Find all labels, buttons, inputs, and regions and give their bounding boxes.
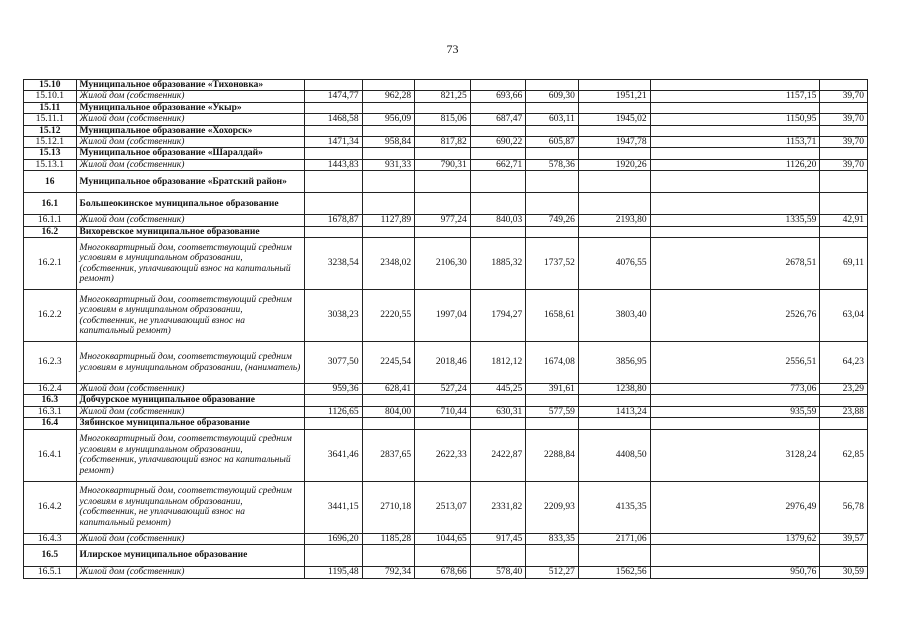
empty-cell — [470, 226, 526, 237]
group-code: 16.1 — [24, 193, 77, 215]
table-row — [24, 215, 868, 226]
empty-cell — [578, 226, 650, 237]
value-cell: 1150,95 — [650, 114, 820, 125]
empty-cell — [650, 395, 820, 406]
value-cell: 2193,80 — [578, 215, 650, 226]
value-cell: 39,70 — [820, 159, 868, 170]
empty-cell — [650, 125, 820, 136]
value-cell: 39,70 — [820, 114, 868, 125]
value-cell: 39,57 — [820, 533, 868, 544]
group-row — [24, 226, 868, 237]
value-cell: 977,24 — [415, 215, 471, 226]
value-cell: 4135,35 — [578, 481, 650, 533]
row-code: 16.2.3 — [24, 342, 77, 384]
table-row — [24, 384, 868, 395]
empty-cell — [304, 226, 362, 237]
empty-cell — [362, 418, 415, 429]
value-cell: 63,04 — [820, 290, 868, 342]
value-cell: 23,88 — [820, 406, 868, 417]
value-cell: 1947,78 — [578, 137, 650, 148]
value-cell: 2018,46 — [415, 342, 471, 384]
table-row — [24, 342, 868, 384]
group-row — [24, 171, 868, 193]
value-cell: 3856,95 — [578, 342, 650, 384]
value-cell: 1674,08 — [526, 342, 579, 384]
value-cell: 2171,06 — [578, 533, 650, 544]
table-row — [24, 567, 868, 578]
value-cell: 1238,80 — [578, 384, 650, 395]
group-name: Вихоревское муниципальное образование — [76, 226, 304, 237]
value-cell: 2678,51 — [650, 238, 820, 290]
value-cell: 950,76 — [650, 567, 820, 578]
empty-cell — [304, 80, 362, 91]
table-row — [24, 91, 868, 102]
row-code: 16.5.1 — [24, 567, 77, 578]
value-cell: 956,09 — [362, 114, 415, 125]
empty-cell — [526, 545, 579, 567]
empty-cell — [578, 102, 650, 113]
value-cell: 3803,40 — [578, 290, 650, 342]
value-cell: 609,30 — [526, 91, 579, 102]
value-cell: 1658,61 — [526, 290, 579, 342]
value-cell: 42,91 — [820, 215, 868, 226]
empty-cell — [820, 545, 868, 567]
value-cell: 391,61 — [526, 384, 579, 395]
empty-cell — [820, 418, 868, 429]
value-cell: 578,36 — [526, 159, 579, 170]
value-cell: 577,59 — [526, 406, 579, 417]
value-cell: 1997,04 — [415, 290, 471, 342]
empty-cell — [526, 148, 579, 159]
value-cell: 605,87 — [526, 137, 579, 148]
value-cell: 2526,76 — [650, 290, 820, 342]
value-cell: 445,25 — [470, 384, 526, 395]
empty-cell — [415, 171, 471, 193]
empty-cell — [304, 171, 362, 193]
value-cell: 790,31 — [415, 159, 471, 170]
value-cell: 30,59 — [820, 567, 868, 578]
empty-cell — [526, 226, 579, 237]
value-cell: 833,35 — [526, 533, 579, 544]
group-row — [24, 418, 868, 429]
empty-cell — [578, 193, 650, 215]
row-code: 16.3.1 — [24, 406, 77, 417]
group-code: 16.2 — [24, 226, 77, 237]
row-description: Многоквартирный дом, соответствующий средним условиям в муниципальном образовании, (наниматель) — [76, 342, 304, 384]
group-name: Муниципальное образование «Хохорск» — [76, 125, 304, 136]
value-cell: 2710,18 — [362, 481, 415, 533]
empty-cell — [470, 171, 526, 193]
empty-cell — [820, 395, 868, 406]
value-cell: 3038,23 — [304, 290, 362, 342]
value-cell: 2513,07 — [415, 481, 471, 533]
group-code: 16 — [24, 171, 77, 193]
value-cell: 2622,33 — [415, 429, 471, 481]
row-description: Жилой дом (собственник) — [76, 567, 304, 578]
value-cell: 69,11 — [820, 238, 868, 290]
value-cell: 630,31 — [470, 406, 526, 417]
page-number: 73 — [446, 42, 459, 56]
empty-cell — [470, 418, 526, 429]
row-description: Жилой дом (собственник) — [76, 215, 304, 226]
empty-cell — [362, 125, 415, 136]
group-row — [24, 148, 868, 159]
row-code: 15.10.1 — [24, 91, 77, 102]
table-row — [24, 481, 868, 533]
group-row — [24, 102, 868, 113]
row-code: 15.11.1 — [24, 114, 77, 125]
empty-cell — [415, 125, 471, 136]
row-code: 16.2.4 — [24, 384, 77, 395]
value-cell: 23,29 — [820, 384, 868, 395]
empty-cell — [578, 80, 650, 91]
empty-cell — [362, 80, 415, 91]
value-cell: 1474,77 — [304, 91, 362, 102]
empty-cell — [304, 148, 362, 159]
empty-cell — [650, 148, 820, 159]
value-cell: 2209,93 — [526, 481, 579, 533]
value-cell: 749,26 — [526, 215, 579, 226]
table-row — [24, 533, 868, 544]
value-cell: 2220,55 — [362, 290, 415, 342]
row-description: Жилой дом (собственник) — [76, 384, 304, 395]
empty-cell — [650, 226, 820, 237]
empty-cell — [820, 148, 868, 159]
group-code: 16.5 — [24, 545, 77, 567]
empty-cell — [470, 395, 526, 406]
empty-cell — [526, 418, 579, 429]
value-cell: 1885,32 — [470, 238, 526, 290]
empty-cell — [578, 418, 650, 429]
table-row — [24, 114, 868, 125]
value-cell: 62,85 — [820, 429, 868, 481]
value-cell: 3441,15 — [304, 481, 362, 533]
row-code: 16.4.2 — [24, 481, 77, 533]
empty-cell — [820, 193, 868, 215]
table-row — [24, 159, 868, 170]
value-cell: 792,34 — [362, 567, 415, 578]
empty-cell — [526, 171, 579, 193]
empty-cell — [578, 545, 650, 567]
value-cell: 840,03 — [470, 215, 526, 226]
value-cell: 39,70 — [820, 137, 868, 148]
group-name: Муниципальное образование «Шаралдай» — [76, 148, 304, 159]
value-cell: 821,25 — [415, 91, 471, 102]
value-cell: 962,28 — [362, 91, 415, 102]
row-description: Многоквартирный дом, соответствующий средним условиям в муниципальном образовании, (собственник, уплачивающий взнос на капитальный ремонт) — [76, 429, 304, 481]
value-cell: 1195,48 — [304, 567, 362, 578]
empty-cell — [820, 226, 868, 237]
value-cell: 1153,71 — [650, 137, 820, 148]
value-cell: 3238,54 — [304, 238, 362, 290]
empty-cell — [578, 171, 650, 193]
value-cell: 1562,56 — [578, 567, 650, 578]
value-cell: 628,41 — [362, 384, 415, 395]
empty-cell — [304, 193, 362, 215]
group-code: 16.4 — [24, 418, 77, 429]
group-name: Муниципальное образование «Тихоновка» — [76, 80, 304, 91]
row-code: 16.2.2 — [24, 290, 77, 342]
row-description: Жилой дом (собственник) — [76, 91, 304, 102]
value-cell: 1468,58 — [304, 114, 362, 125]
empty-cell — [304, 102, 362, 113]
value-cell: 1737,52 — [526, 238, 579, 290]
value-cell: 2245,54 — [362, 342, 415, 384]
value-cell: 773,06 — [650, 384, 820, 395]
group-row — [24, 193, 868, 215]
value-cell: 935,59 — [650, 406, 820, 417]
value-cell: 2348,02 — [362, 238, 415, 290]
empty-cell — [415, 193, 471, 215]
empty-cell — [304, 125, 362, 136]
group-row — [24, 125, 868, 136]
empty-cell — [362, 545, 415, 567]
empty-cell — [526, 193, 579, 215]
empty-cell — [304, 395, 362, 406]
empty-cell — [415, 226, 471, 237]
value-cell: 687,47 — [470, 114, 526, 125]
group-code: 16.3 — [24, 395, 77, 406]
value-cell: 959,36 — [304, 384, 362, 395]
empty-cell — [415, 80, 471, 91]
empty-cell — [650, 193, 820, 215]
value-cell: 1951,21 — [578, 91, 650, 102]
row-code: 15.13.1 — [24, 159, 77, 170]
value-cell: 2422,87 — [470, 429, 526, 481]
value-cell: 4076,55 — [578, 238, 650, 290]
group-row — [24, 545, 868, 567]
empty-cell — [526, 125, 579, 136]
empty-cell — [578, 148, 650, 159]
empty-cell — [820, 125, 868, 136]
empty-cell — [304, 418, 362, 429]
empty-cell — [470, 80, 526, 91]
empty-cell — [470, 125, 526, 136]
empty-cell — [304, 545, 362, 567]
group-code: 15.12 — [24, 125, 77, 136]
group-name: Зябинское муниципальное образование — [76, 418, 304, 429]
value-cell: 1044,65 — [415, 533, 471, 544]
value-cell: 64,23 — [820, 342, 868, 384]
empty-cell — [526, 102, 579, 113]
value-cell: 2288,84 — [526, 429, 579, 481]
empty-cell — [415, 418, 471, 429]
row-description: Жилой дом (собственник) — [76, 533, 304, 544]
value-cell: 1185,28 — [362, 533, 415, 544]
value-cell: 817,82 — [415, 137, 471, 148]
value-cell: 2106,30 — [415, 238, 471, 290]
group-name: Добчурское муниципальное образование — [76, 395, 304, 406]
value-cell: 512,27 — [526, 567, 579, 578]
tariff-table-body — [24, 80, 868, 579]
empty-cell — [470, 148, 526, 159]
value-cell: 2976,49 — [650, 481, 820, 533]
row-description: Многоквартирный дом, соответствующий средним условиям в муниципальном образовании, (собственник, не уплачивающий взнос на капитальный ремонт) — [76, 481, 304, 533]
value-cell: 815,06 — [415, 114, 471, 125]
row-code: 16.1.1 — [24, 215, 77, 226]
value-cell: 56,78 — [820, 481, 868, 533]
value-cell: 693,66 — [470, 91, 526, 102]
empty-cell — [650, 418, 820, 429]
table-row — [24, 429, 868, 481]
value-cell: 578,40 — [470, 567, 526, 578]
value-cell: 2331,82 — [470, 481, 526, 533]
value-cell: 1678,87 — [304, 215, 362, 226]
empty-cell — [415, 395, 471, 406]
row-description: Жилой дом (собственник) — [76, 137, 304, 148]
row-description: Жилой дом (собственник) — [76, 114, 304, 125]
empty-cell — [526, 80, 579, 91]
empty-cell — [415, 545, 471, 567]
value-cell: 603,11 — [526, 114, 579, 125]
value-cell: 2556,51 — [650, 342, 820, 384]
row-description: Жилой дом (собственник) — [76, 159, 304, 170]
empty-cell — [470, 102, 526, 113]
value-cell: 804,00 — [362, 406, 415, 417]
row-description: Многоквартирный дом, соответствующий средним условиям в муниципальном образовании, (собственник, не уплачивающий взнос на капитальный ремонт) — [76, 290, 304, 342]
value-cell: 1157,15 — [650, 91, 820, 102]
value-cell: 3641,46 — [304, 429, 362, 481]
value-cell: 662,71 — [470, 159, 526, 170]
value-cell: 1794,27 — [470, 290, 526, 342]
empty-cell — [820, 80, 868, 91]
row-code: 15.12.1 — [24, 137, 77, 148]
value-cell: 931,33 — [362, 159, 415, 170]
row-code: 16.2.1 — [24, 238, 77, 290]
row-description: Многоквартирный дом, соответствующий средним условиям в муниципальном образовании, (собственник, уплачивающий взнос на капитальный ремонт) — [76, 238, 304, 290]
table-row — [24, 406, 868, 417]
empty-cell — [362, 193, 415, 215]
value-cell: 1812,12 — [470, 342, 526, 384]
value-cell: 39,70 — [820, 91, 868, 102]
empty-cell — [362, 171, 415, 193]
empty-cell — [362, 148, 415, 159]
empty-cell — [578, 395, 650, 406]
empty-cell — [415, 148, 471, 159]
value-cell: 1920,26 — [578, 159, 650, 170]
empty-cell — [526, 395, 579, 406]
value-cell: 1335,59 — [650, 215, 820, 226]
empty-cell — [362, 226, 415, 237]
group-code: 15.13 — [24, 148, 77, 159]
table-row — [24, 238, 868, 290]
empty-cell — [578, 125, 650, 136]
value-cell: 1443,83 — [304, 159, 362, 170]
group-name: Большеокинское муниципальное образование — [76, 193, 304, 215]
value-cell: 690,22 — [470, 137, 526, 148]
value-cell: 917,45 — [470, 533, 526, 544]
table-row — [24, 137, 868, 148]
value-cell: 1471,34 — [304, 137, 362, 148]
value-cell: 3077,50 — [304, 342, 362, 384]
group-name: Муниципальное образование «Братский район» — [76, 171, 304, 193]
value-cell: 1126,20 — [650, 159, 820, 170]
empty-cell — [650, 545, 820, 567]
empty-cell — [650, 80, 820, 91]
value-cell: 710,44 — [415, 406, 471, 417]
table-row — [24, 290, 868, 342]
value-cell: 2837,65 — [362, 429, 415, 481]
value-cell: 3128,24 — [650, 429, 820, 481]
value-cell: 1127,89 — [362, 215, 415, 226]
group-name: Илирское муниципальное образование — [76, 545, 304, 567]
empty-cell — [362, 102, 415, 113]
group-row — [24, 395, 868, 406]
group-code: 15.10 — [24, 80, 77, 91]
value-cell: 1379,62 — [650, 533, 820, 544]
value-cell: 1945,02 — [578, 114, 650, 125]
row-code: 16.4.1 — [24, 429, 77, 481]
value-cell: 527,24 — [415, 384, 471, 395]
value-cell: 1413,24 — [578, 406, 650, 417]
empty-cell — [820, 102, 868, 113]
value-cell: 958,84 — [362, 137, 415, 148]
value-cell: 4408,50 — [578, 429, 650, 481]
empty-cell — [820, 171, 868, 193]
empty-cell — [362, 395, 415, 406]
group-name: Муниципальное образование «Укыр» — [76, 102, 304, 113]
group-row — [24, 80, 868, 91]
value-cell: 678,66 — [415, 567, 471, 578]
empty-cell — [415, 102, 471, 113]
empty-cell — [650, 171, 820, 193]
tariff-table — [23, 79, 868, 579]
empty-cell — [470, 193, 526, 215]
row-code: 16.4.3 — [24, 533, 77, 544]
row-description: Жилой дом (собственник) — [76, 406, 304, 417]
value-cell: 1126,65 — [304, 406, 362, 417]
value-cell: 1696,20 — [304, 533, 362, 544]
empty-cell — [470, 545, 526, 567]
group-code: 15.11 — [24, 102, 77, 113]
empty-cell — [650, 102, 820, 113]
